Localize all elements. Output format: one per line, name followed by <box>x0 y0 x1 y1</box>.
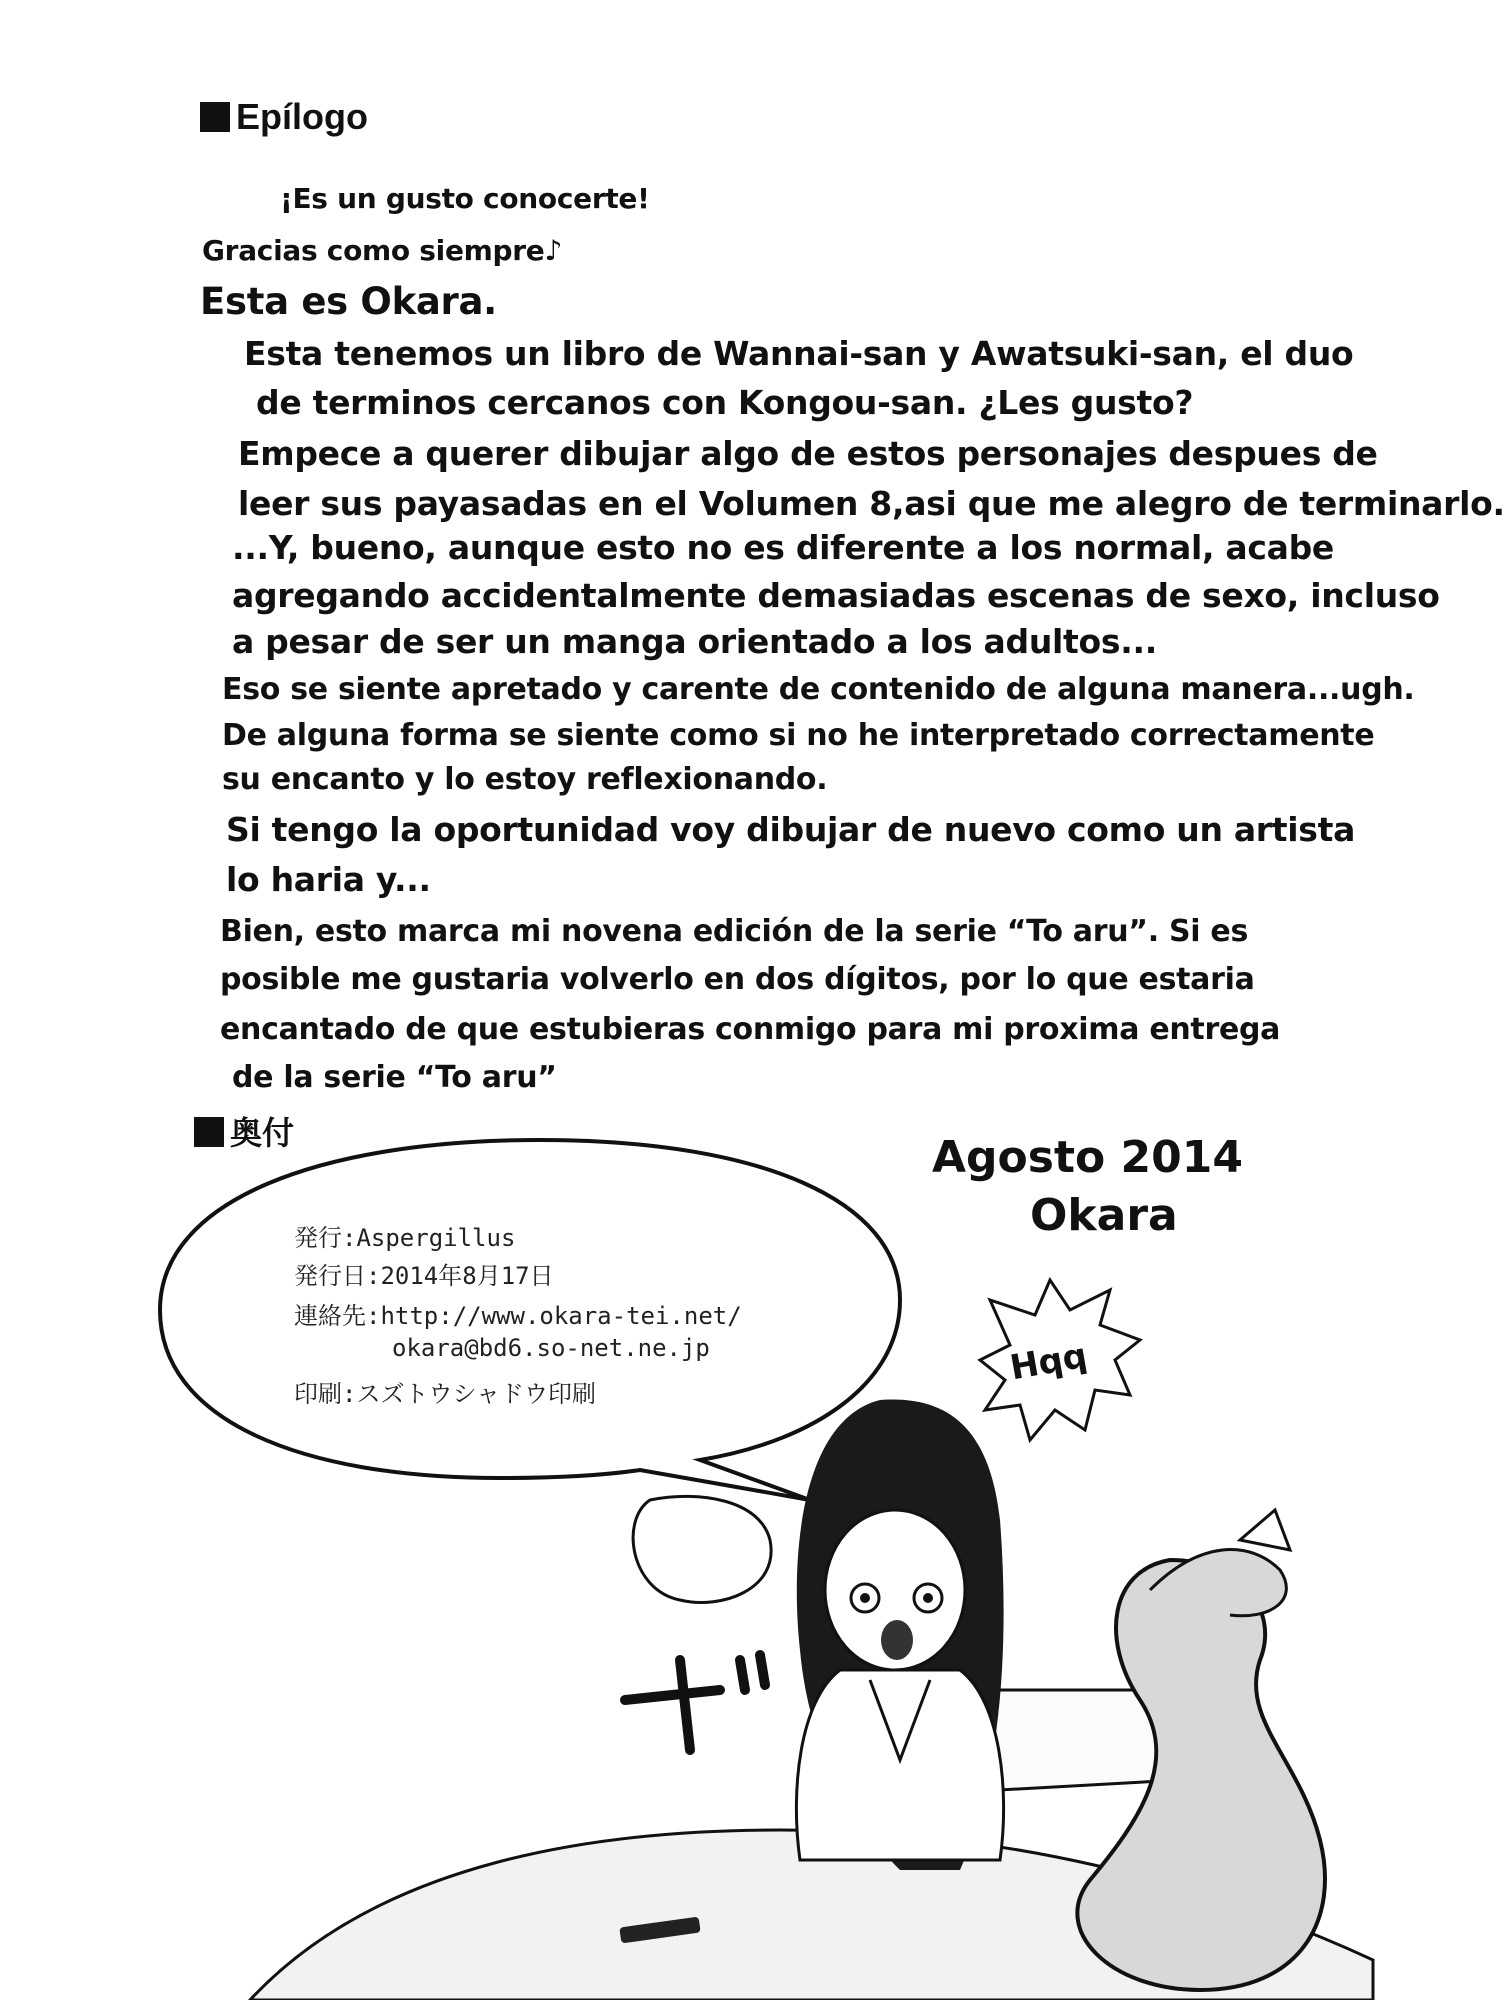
signature-author: Okara <box>1030 1190 1178 1241</box>
epilogo-line: posible me gustaria volverlo en dos dígitos, por lo que estaria <box>220 962 1255 997</box>
gasp-sfx: Hqq <box>1007 1335 1091 1389</box>
colophon-email: okara@bd6.so-net.ne.jp <box>392 1334 710 1362</box>
epilogo-line: agregando accidentalmente demasiadas escenas de sexo, incluso <box>232 576 1440 615</box>
epilogo-line: Gracias como siempre♪ <box>202 234 563 267</box>
epilogo-line: De alguna forma se siente como si no he interpretado correctamente <box>222 718 1375 753</box>
girl-body <box>796 1670 1003 1860</box>
colophon-date: 発行日:2014年8月17日 <box>294 1262 554 1290</box>
epilogo-line: lo haria y... <box>226 860 431 899</box>
food-item <box>633 1496 771 1602</box>
epilogo-heading: Epílogo <box>200 96 368 138</box>
epilogo-line: Bien, esto marca mi novena edición de la serie “To aru”. Si es <box>220 914 1249 949</box>
epilogo-line: Eso se siente apretado y carente de contenido de alguna manera...ugh. <box>222 672 1415 707</box>
colophon-heading: 奥付 <box>194 1108 294 1154</box>
epilogo-line: Si tengo la oportunidad voy dibujar de nuevo como un artista <box>226 810 1356 849</box>
signature-date: Agosto 2014 <box>932 1132 1244 1183</box>
colophon-printer: 印刷:スズトウシャドウ印刷 <box>294 1380 596 1408</box>
bullet-square-icon <box>194 1117 224 1147</box>
epilogo-line: leer sus payasadas en el Volumen 8,asi que me alegro de terminarlo. <box>238 484 1505 523</box>
epilogo-line: Esta tenemos un libro de Wannai-san y Awatsuki-san, el duo <box>244 334 1354 373</box>
bullet-square-icon <box>200 102 230 132</box>
epilogo-line: Empece a querer dibujar algo de estos personajes despues de <box>238 434 1378 473</box>
epilogo-line: ...Y, bueno, aunque esto no es diferente a los normal, acabe <box>232 528 1334 567</box>
epilogo-line: de terminos cercanos con Kongou-san. ¿Les gusto? <box>256 383 1194 422</box>
epilogo-line: ¡Es un gusto conocerte! <box>280 182 650 215</box>
epilogo-line: su encanto y lo estoy reflexionando. <box>222 762 828 797</box>
colophon-contact: 連絡先:http://www.okara-tei.net/ <box>294 1302 742 1330</box>
epilogo-line: de la serie “To aru” <box>232 1060 557 1095</box>
epilogo-line: encantado de que estubieras conmigo para mi proxima entrega <box>220 1012 1281 1047</box>
epilogo-line: Esta es Okara. <box>200 280 497 323</box>
epilogo-line: a pesar de ser un manga orientado a los adultos... <box>232 622 1157 661</box>
colophon-publisher: 発行:Aspergillus <box>294 1224 516 1252</box>
